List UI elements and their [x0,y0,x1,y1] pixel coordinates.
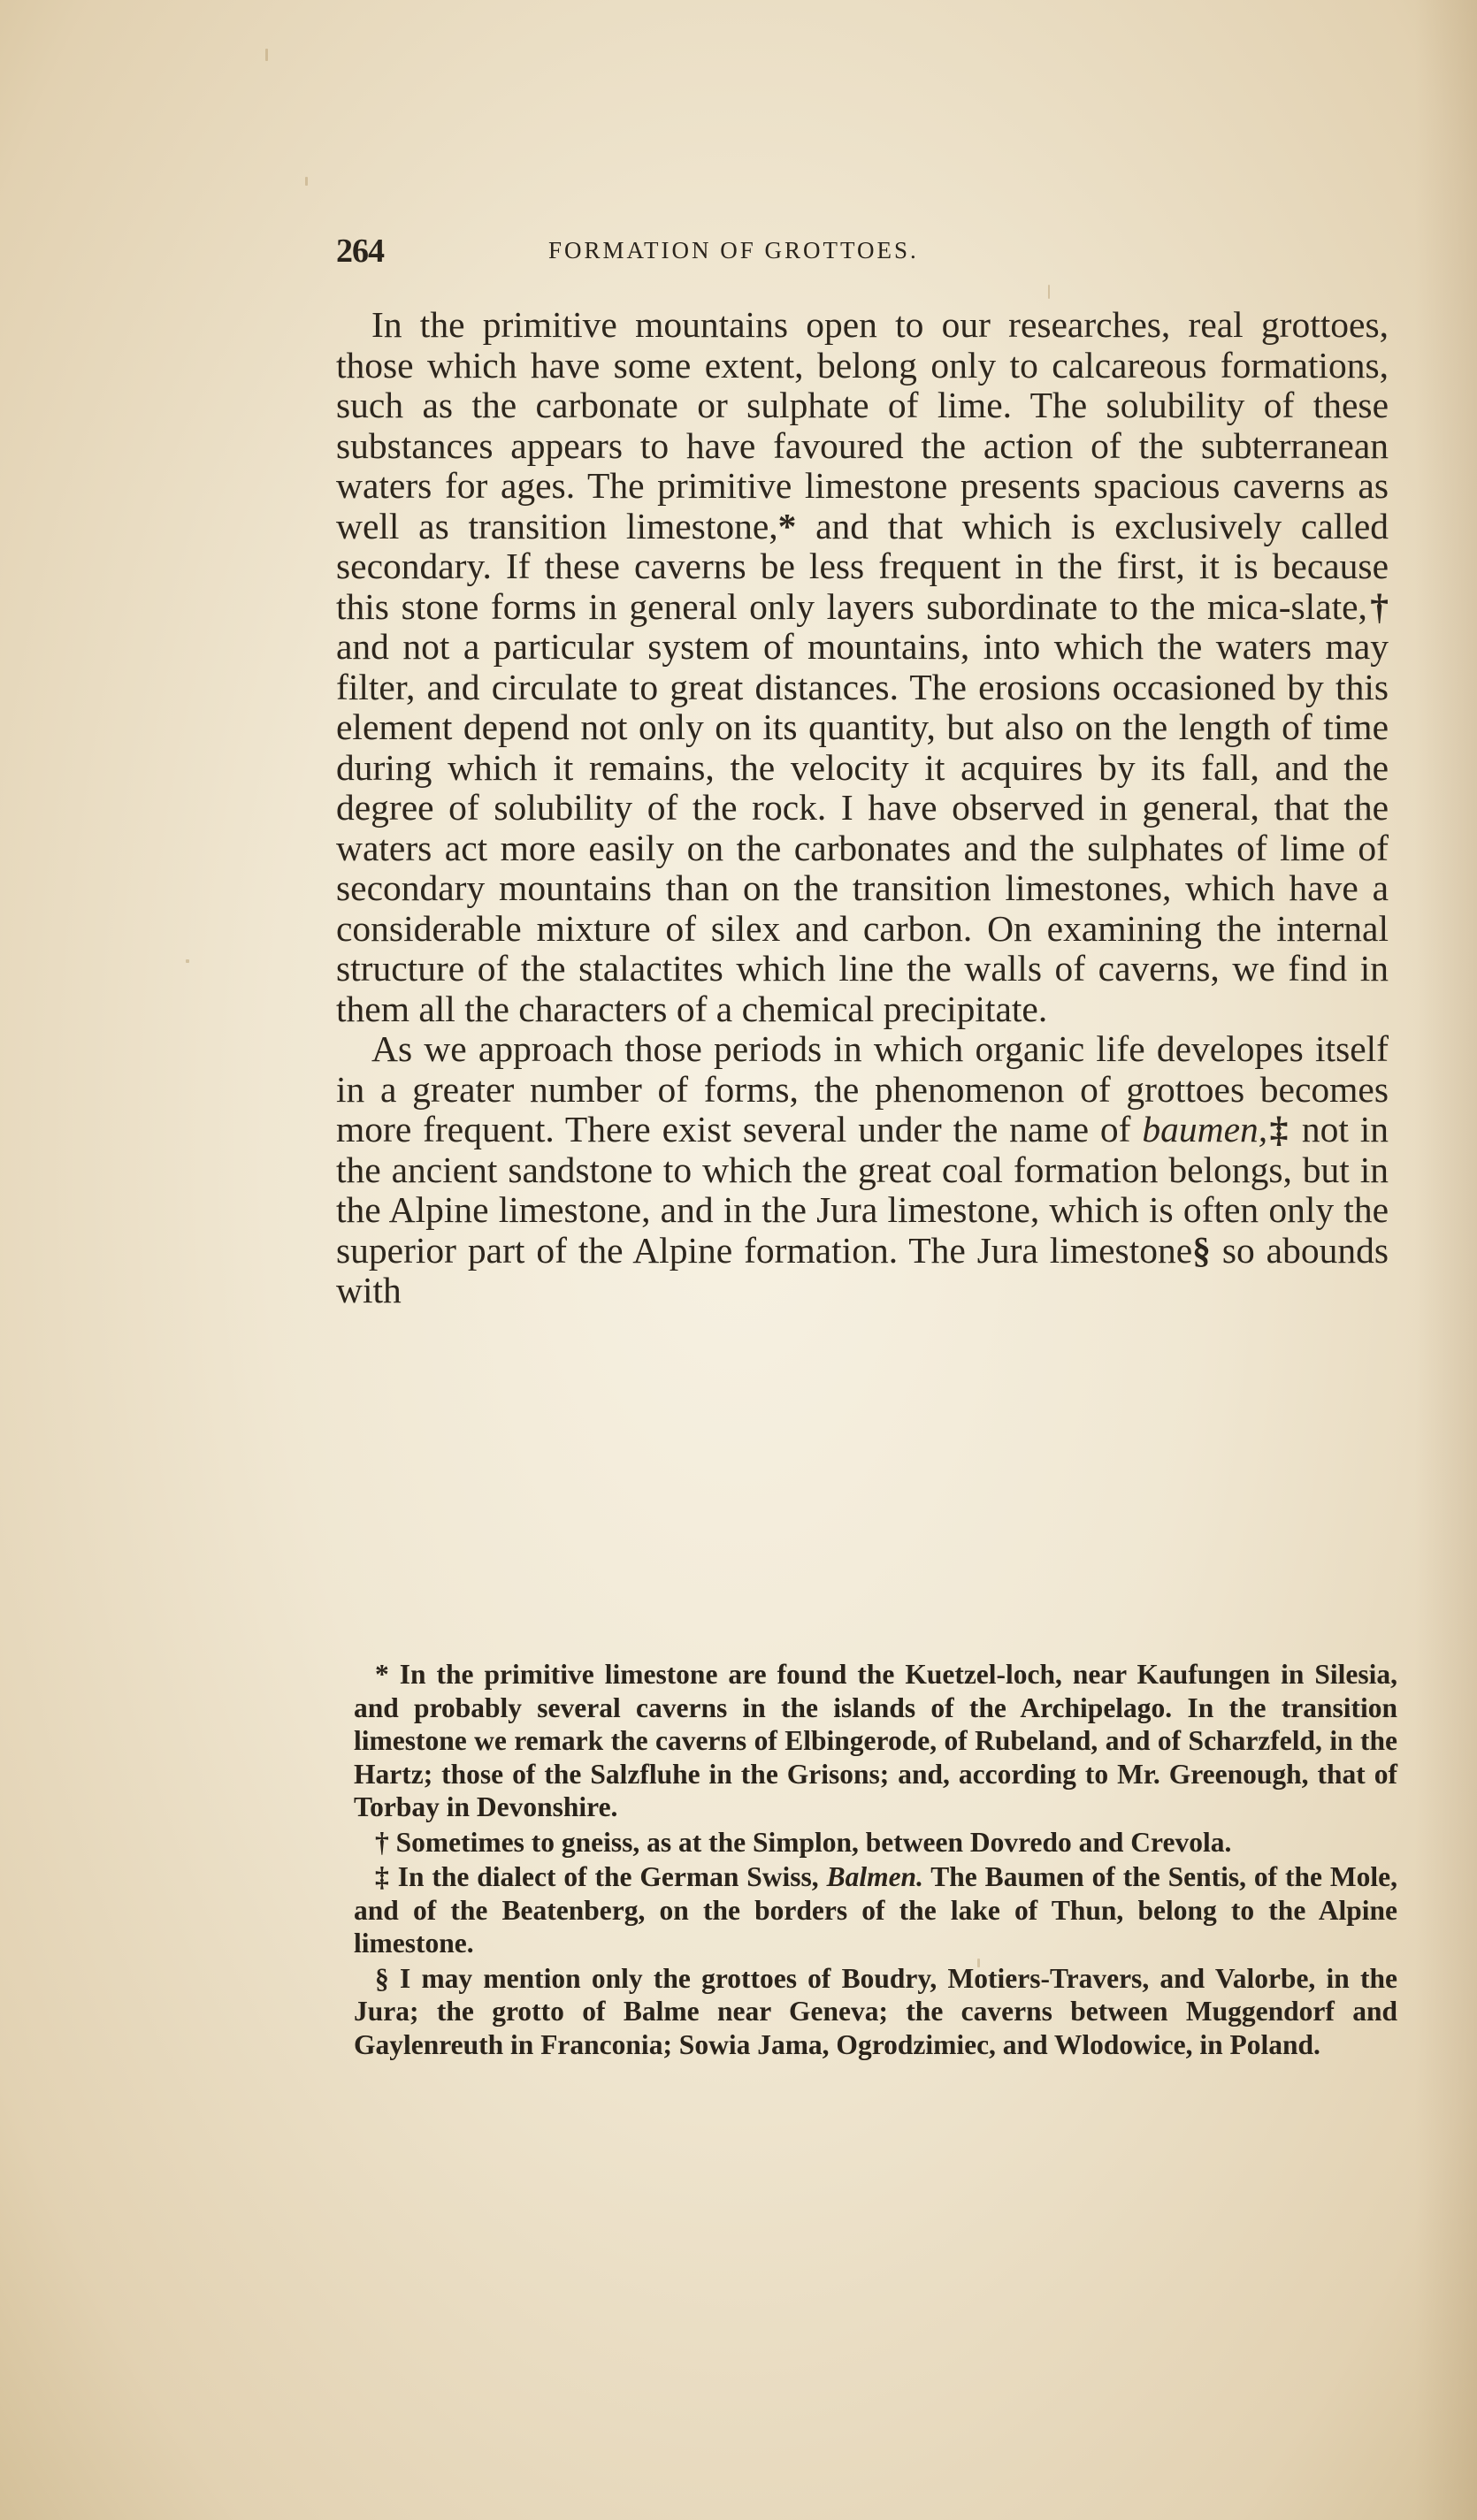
paper-speck [977,1959,980,1967]
text-run: and that which is exclusively called secondary. If these caverns be less frequent in the first, it is because this stone forms in general only layers subordinate to the mica-slate, [336,505,1389,627]
footnotes [354,1658,1397,2061]
text-run: not in the ancient sandstone to which the great coal formation belongs, but in the Alpine limestone, and in the Jura limestone, which is often only the superior part of the Alpine formation. The Jura limestone [336,1109,1389,1271]
paragraph [336,1029,1389,1311]
footnote-reference: * [777,505,797,546]
footnote-marker: † [375,1826,389,1858]
text-run: so abounds with [336,1229,1389,1310]
footnote [354,1962,1397,2062]
footnote-marker: * [375,1659,389,1690]
italic-term: baumen, [1142,1109,1268,1149]
footnote-marker: ‡ [375,1861,390,1892]
footnote [354,1860,1397,1960]
paper-speck [1048,285,1050,299]
footnote [354,1658,1397,1824]
paragraph [336,305,1389,1029]
text-run: In the primitive limestone are found the Kuetzel-loch, near Kaufungen in Silesia, and probably several caverns in the islands of the Archipelago. In the transition limestone we remark the caverns of Elbingerode, of Rubeland, and of Scharzfeld, in the Hartz; those of the Salzfluhe in the Grisons; and, according to Mr. Greenough, that of Torbay in Devonshire. [354,1659,1398,1822]
running-head: FORMATION OF GROTTOES. [548,237,919,263]
paper-speck [186,959,189,963]
footnote-reference: § [1192,1229,1211,1271]
paper-speck [305,177,308,186]
body-text [336,305,1389,1311]
footnote-marker: § [375,1962,389,1994]
text-run: As we approach those periods in which organic life developes itself in a greater number of forms, the phenomenon of grottoes becomes more frequent. There exist several under the name of [336,1028,1389,1149]
italic-term: Balmen. [826,1861,923,1892]
text-run: Sometimes to gneiss, as at the Simplon, between Dovredo and Crevola. [395,1826,1232,1858]
paper-speck [265,49,268,61]
footnote [354,1826,1397,1859]
text-run: In the dialect of the German Swiss, [397,1861,827,1892]
text-run: The Baumen of the Sentis, of the Mole, and of the Beatenberg, on the borders of the lake of Thun, belong to the Alpine limestone. [354,1861,1398,1959]
page-header [336,232,1411,276]
footnote-reference: † [1366,585,1389,627]
page-number: 264 [336,233,384,270]
text-run: In the primitive mountains open to our researches, real grottoes, those which have some extent, belong only to calcareous formations, such as the carbonate or sulphate of lime. The solubility of these substances appears to have favoured the action of the subterranean waters for ages. The primitive limestone presents spacious caverns as well as transition limestone, [336,304,1389,546]
text-run: and not a particular system of mountains, into which the waters may filter, and circulate to great distances. The erosions occasioned by this element depend not only on its quantity, but also on the length of time during which it remains, the velocity it acquires by its fall, and the degree of solubility of the rock. I have observed in general, that the waters act more easily on the carbonates and the sulphates of lime of secondary mountains than on the transition limestones, which have a considerable mixture of silex and carbon. On examining the internal structure of the stalactites which line the walls of caverns, we find in them all the characters of a chemical precipitate. [336,626,1389,1029]
footnote-reference: ‡ [1267,1109,1290,1149]
text-run: I may mention only the grottoes of Boudry, Motiers-Travers, and Valorbe, in the Jura; the grotto of Balme near Geneva; the caverns between Muggendorf and Gaylenreuth in Franconia; Sowia Jama, Ogrodzimiec, and Wlodowice, in Poland. [354,1962,1398,2060]
